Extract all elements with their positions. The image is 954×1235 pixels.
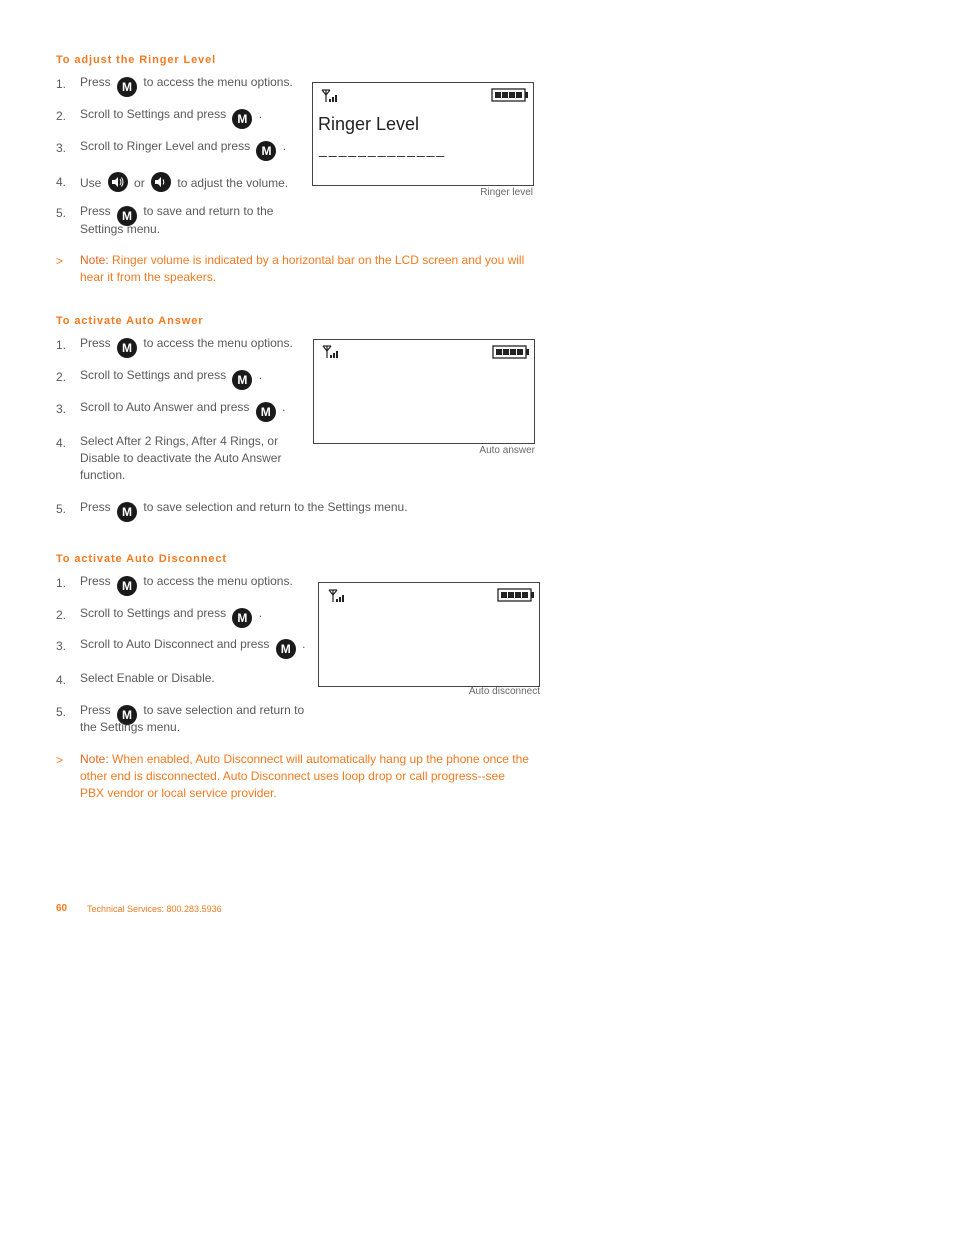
step-text-b: . xyxy=(258,107,263,121)
battery-icon xyxy=(497,588,535,602)
menu-button-icon: M xyxy=(276,639,296,659)
menu-button-icon: M xyxy=(232,370,252,390)
step-text xyxy=(80,499,408,522)
step-number: 1. xyxy=(56,576,67,590)
step-number: 4. xyxy=(56,436,67,450)
step-text-a: Press xyxy=(80,204,111,218)
step-text xyxy=(80,636,305,659)
step-text-a: Scroll to Settings and press xyxy=(80,368,227,382)
step-text xyxy=(80,138,286,161)
note-line: other end is disconnected. Auto Disconnect uses loop drop or call progress--see xyxy=(80,769,505,783)
note-line: hear it from the speakers. xyxy=(80,270,217,284)
lcd-caption: Auto answer xyxy=(479,445,535,456)
step-text-a: Scroll to Settings and press xyxy=(80,107,227,121)
volume-down-icon xyxy=(151,172,171,192)
step-text-a: Use xyxy=(80,176,102,190)
battery-icon xyxy=(492,345,530,359)
menu-button-icon: M xyxy=(117,576,137,596)
step-text-b: . xyxy=(258,368,263,382)
step-text-b: to access the menu options. xyxy=(143,574,293,588)
step-number: 1. xyxy=(56,338,67,352)
volume-level-bar: _____________ xyxy=(319,141,447,157)
step-number: 3. xyxy=(56,141,67,155)
volume-up-icon xyxy=(108,172,128,192)
step-text-b: . xyxy=(282,139,287,153)
menu-button-icon: M xyxy=(117,77,137,97)
note-line: Ringer volume is indicated by a horizontal bar on the LCD screen and you will xyxy=(108,253,525,267)
antenna-signal-icon xyxy=(328,589,346,603)
step-number: 5. xyxy=(56,705,67,719)
step-number: 2. xyxy=(56,608,67,622)
step-text xyxy=(80,399,285,422)
menu-button-icon: M xyxy=(117,705,137,725)
step-text xyxy=(80,172,288,192)
step-text-a: Scroll to Ringer Level and press xyxy=(80,139,251,153)
step-text xyxy=(80,605,262,628)
step-number: 3. xyxy=(56,402,67,416)
step-text-continued: Disable to deactivate the Auto Answer xyxy=(80,451,282,465)
step-text-a: Press xyxy=(80,75,111,89)
lcd-caption: Auto disconnect xyxy=(468,686,540,697)
step-text: Select After 2 Rings, After 4 Rings, or xyxy=(80,434,279,448)
menu-button-icon: M xyxy=(117,206,137,226)
section-heading-auto-answer: To activate Auto Answer xyxy=(56,315,204,327)
step-text-b: . xyxy=(258,606,263,620)
step-number: 2. xyxy=(56,109,67,123)
note-label: Note: xyxy=(80,253,109,267)
menu-button-icon: M xyxy=(256,141,276,161)
step-text-a: Press xyxy=(80,703,111,717)
step-text: Select Enable or Disable. xyxy=(80,671,215,685)
note-ringer xyxy=(80,252,524,286)
lcd-title: Ringer Level xyxy=(318,114,420,134)
step-text-continued: Settings menu. xyxy=(80,222,161,236)
lcd-screen-auto-disconnect xyxy=(318,582,540,687)
note-line: PBX vendor or local service provider. xyxy=(80,786,277,800)
step-text-b: to save selection and return to xyxy=(143,703,305,717)
note-line: When enabled, Auto Disconnect will automatically hang up the phone once the xyxy=(108,752,529,766)
step-number: 1. xyxy=(56,77,67,91)
step-text-b: to access the menu options. xyxy=(143,75,293,89)
menu-button-icon: M xyxy=(232,608,252,628)
step-text-b: to access the menu options. xyxy=(143,336,293,350)
menu-button-icon: M xyxy=(232,109,252,129)
step-text-a: Scroll to Auto Answer and press xyxy=(80,400,250,414)
menu-button-icon: M xyxy=(117,502,137,522)
section-heading-auto-disconnect: To activate Auto Disconnect xyxy=(56,553,227,565)
lcd-screen-auto-answer xyxy=(313,339,535,444)
note-label: Note: xyxy=(80,752,109,766)
step-text-b: . xyxy=(282,400,286,414)
step-number: 5. xyxy=(56,502,67,516)
step-text-continued: function. xyxy=(80,468,126,482)
step-text-b: to adjust the volume. xyxy=(177,176,289,190)
menu-button-icon: M xyxy=(256,402,276,422)
step-text-continued: the Settings menu. xyxy=(80,720,181,734)
step-number: 2. xyxy=(56,370,67,384)
section-heading-ringer-level: To adjust the Ringer Level xyxy=(56,54,217,66)
step-text-a: Scroll to Auto Disconnect and press xyxy=(80,637,270,651)
step-text-mid: or xyxy=(134,176,145,190)
antenna-signal-icon xyxy=(322,345,340,359)
page-number: 60 xyxy=(56,903,68,914)
lcd-caption: Ringer level xyxy=(480,187,533,198)
step-number: 4. xyxy=(56,175,67,189)
step-text-b: . xyxy=(302,637,306,651)
antenna-signal-icon xyxy=(321,89,339,103)
step-text xyxy=(80,367,262,390)
battery-icon xyxy=(491,88,529,102)
step-text xyxy=(80,74,293,97)
step-text xyxy=(80,573,293,596)
menu-button-icon: M xyxy=(117,338,137,358)
footer-text: Technical Services: 800.283.5936 xyxy=(87,904,222,914)
step-text-a: Press xyxy=(80,500,111,514)
step-number: 4. xyxy=(56,673,67,687)
step-text xyxy=(80,335,293,358)
step-text-b: to save selection and return to the Settings menu. xyxy=(143,500,408,514)
step-text-a: Press xyxy=(80,336,111,350)
step-number: 5. xyxy=(56,206,67,220)
step-text-b: to save and return to the xyxy=(143,204,274,218)
step-number: 3. xyxy=(56,639,67,653)
step-text-a: Scroll to Settings and press xyxy=(80,606,227,620)
note-auto-disconnect xyxy=(80,751,529,802)
note-arrow: > xyxy=(56,753,64,767)
step-text xyxy=(80,106,262,129)
note-arrow: > xyxy=(56,254,64,268)
lcd-screen-ringer-level xyxy=(312,82,534,186)
step-text-a: Press xyxy=(80,574,111,588)
